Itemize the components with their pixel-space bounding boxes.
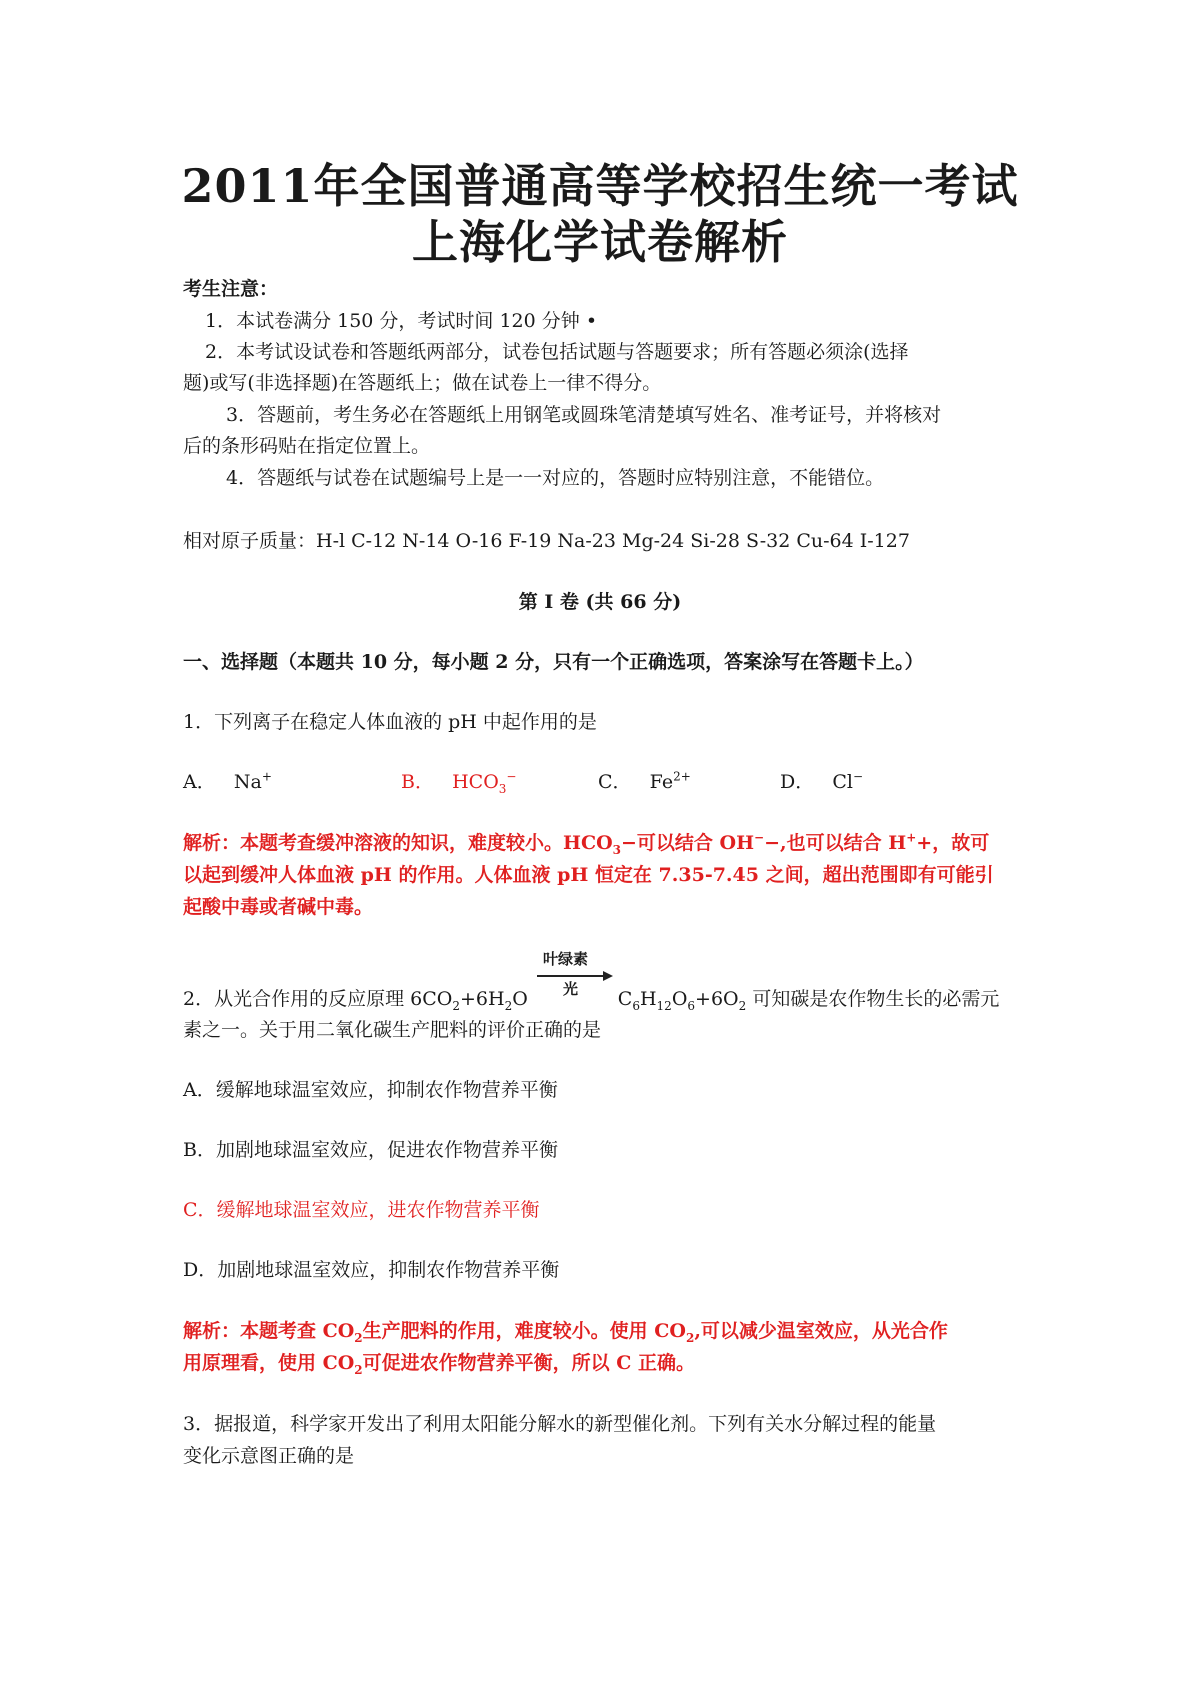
q1-option-c-text: Fe bbox=[649, 771, 674, 793]
q1-analysis-text-c: −,也可以结合 H bbox=[764, 832, 907, 854]
q1-stem: 1．下列离子在稳定人体血液的 pH 中起作用的是 bbox=[183, 711, 597, 733]
document-title-line2: 上海化学试卷解析 bbox=[412, 215, 788, 269]
q2-analysis2-text-a: 用原理看，使用 CO bbox=[183, 1352, 355, 1374]
part-heading: 第 I 卷 (共 66 分) bbox=[518, 591, 682, 613]
q1-option-a-text: Na bbox=[233, 771, 262, 793]
q2-analysis-line1 bbox=[183, 1316, 948, 1346]
q2-stem-text-e: H bbox=[639, 988, 657, 1010]
q1-analysis-text-a: 解析：本题考查缓冲溶液的知识，难度较小。HCO bbox=[183, 832, 613, 854]
q1-option-d-charge: − bbox=[852, 769, 864, 784]
q2-option-a: A．缓解地球温室效应，抑制农作物营养平衡 bbox=[183, 1079, 558, 1101]
atomic-masses: 相对原子质量：H-l C-12 N-14 O-16 F-19 Na-23 Mg-24 Si-28 S-32 Cu-64 I-127 bbox=[183, 530, 910, 552]
q2-stem-text-g: +6O bbox=[695, 988, 739, 1010]
q1-option-b bbox=[401, 767, 516, 797]
q2-stem-text-d: C bbox=[617, 988, 633, 1010]
q2-stem-text-f: O bbox=[671, 988, 688, 1010]
q2-stem-sub2: 2 bbox=[504, 998, 513, 1013]
notice-item-4: 4．答题纸与试卷在试题编号上是一一对应的，答题时应特别注意，不能错位。 bbox=[226, 467, 885, 489]
q2-stem-text-h: 可知碳是农作物生长的必需元 bbox=[746, 988, 1000, 1010]
q2-stem-text-c: O bbox=[512, 988, 528, 1010]
notice-item-2-line2: 题)或写(非选择题)在答题纸上；做在试卷上一律不得分。 bbox=[183, 372, 662, 394]
q1-option-a-charge: + bbox=[261, 769, 272, 784]
notice-item-1: 1．本试卷满分 150 分，考试时间 120 分钟 • bbox=[205, 310, 598, 332]
document-title-line1: 2011年全国普通高等学校招生统一考试 bbox=[181, 159, 1019, 213]
q3-stem-line2: 变化示意图正确的是 bbox=[183, 1445, 355, 1467]
q2-option-d: D．加剧地球温室效应，抑制农作物营养平衡 bbox=[183, 1259, 560, 1281]
q2-stem-sub5: 6 bbox=[687, 998, 696, 1013]
q2-analysis-text-c: ,可以减少温室效应，从光合作 bbox=[694, 1320, 948, 1342]
q1-option-a bbox=[183, 767, 272, 797]
q2-analysis2-sub: 2 bbox=[354, 1362, 363, 1377]
q2-option-c: C．缓解地球温室效应，进农作物营养平衡 bbox=[183, 1199, 540, 1221]
q2-stem-text-b: +6H bbox=[459, 988, 505, 1010]
reaction-arrow-bottom-label: 光 bbox=[563, 980, 579, 998]
q1-option-d bbox=[780, 767, 863, 797]
q2-analysis-line2 bbox=[183, 1348, 695, 1378]
q1-analysis-line3: 起酸中毒或者碱中毒。 bbox=[183, 896, 374, 918]
q1-analysis-line1: 解析：本题考查缓冲溶液的知识，难度较小。$HCO_3-$可以结合 OH−−,也可以结合 H++，故可 bbox=[183, 830, 990, 857]
q1-analysis-text-b: −可以结合 OH bbox=[621, 832, 755, 854]
q2-option-b: B．加剧地球温室效应，促进农作物营养平衡 bbox=[183, 1139, 558, 1161]
q1-option-b-charge: − bbox=[506, 769, 517, 784]
q1-option-b-text: HCO bbox=[452, 771, 499, 793]
notice-item-3-line1: 3．答题前，考生务必在答题纸上用钢笔或圆珠笔清楚填写姓名、准考证号，并将核对 bbox=[226, 404, 942, 426]
notice-item-3-line2: 后的条形码贴在指定位置上。 bbox=[183, 435, 431, 457]
q2-analysis-sub2: 2 bbox=[685, 1330, 695, 1345]
notice-heading: 考生注意： bbox=[183, 278, 279, 300]
q2-stem-line1 bbox=[183, 984, 999, 1014]
q2-analysis2-text-b: 可促进农作物营养平衡，所以 C 正确。 bbox=[362, 1352, 696, 1374]
q2-stem-sub1: 2 bbox=[452, 998, 460, 1013]
reaction-arrow-top-label: 叶绿素 bbox=[543, 950, 589, 968]
q2-analysis-text-b: 生产肥料的作用，难度较小。使用 CO bbox=[362, 1320, 686, 1342]
q2-stem-text-a: 2．从光合作用的反应原理 6CO bbox=[183, 988, 453, 1010]
q1-analysis-text-d: +，故可 bbox=[916, 832, 990, 854]
q1-option-c-charge: 2+ bbox=[673, 769, 691, 784]
q1-option-b-label: B． bbox=[401, 771, 434, 793]
q1-option-c-label: C． bbox=[598, 771, 632, 793]
q1-analysis-sub: 3 bbox=[612, 842, 621, 857]
q1-option-a-label: A． bbox=[183, 771, 216, 793]
q1-option-d-text: Cl bbox=[832, 771, 853, 793]
q2-stem-line2: 素之一。关于用二氧化碳生产肥料的评价正确的是 bbox=[183, 1019, 602, 1041]
q2-analysis-text-a: 解析：本题考查 CO bbox=[183, 1320, 355, 1342]
notice-item-2-line1: 2．本考试设试卷和答题纸两部分，试卷包括试题与答题要求；所有答题必须涂(选择 bbox=[205, 341, 909, 363]
q2-stem-sub6: 2 bbox=[738, 998, 747, 1013]
q1-option-d-label: D． bbox=[780, 771, 815, 793]
q2-stem-sub3: 6 bbox=[632, 998, 640, 1013]
q2-analysis-sub1: 2 bbox=[354, 1330, 363, 1345]
q3-stem-line1: 3．据报道，科学家开发出了利用太阳能分解水的新型催化剂。下列有关水分解过程的能量 bbox=[183, 1413, 937, 1435]
q1-analysis-line2: 以起到缓冲人体血液 pH 的作用。人体血液 pH 恒定在 7.35-7.45 之间，超出范围即有可能引 bbox=[183, 864, 994, 886]
q2-stem-sub4: 12 bbox=[656, 998, 672, 1013]
q1-option-c bbox=[598, 767, 691, 797]
section-heading: 一、选择题（本题共 10 分，每小题 2 分，只有一个正确选项，答案涂写在答题卡上。） bbox=[183, 651, 924, 673]
q1-option-b-subscript: 3 bbox=[498, 781, 507, 796]
